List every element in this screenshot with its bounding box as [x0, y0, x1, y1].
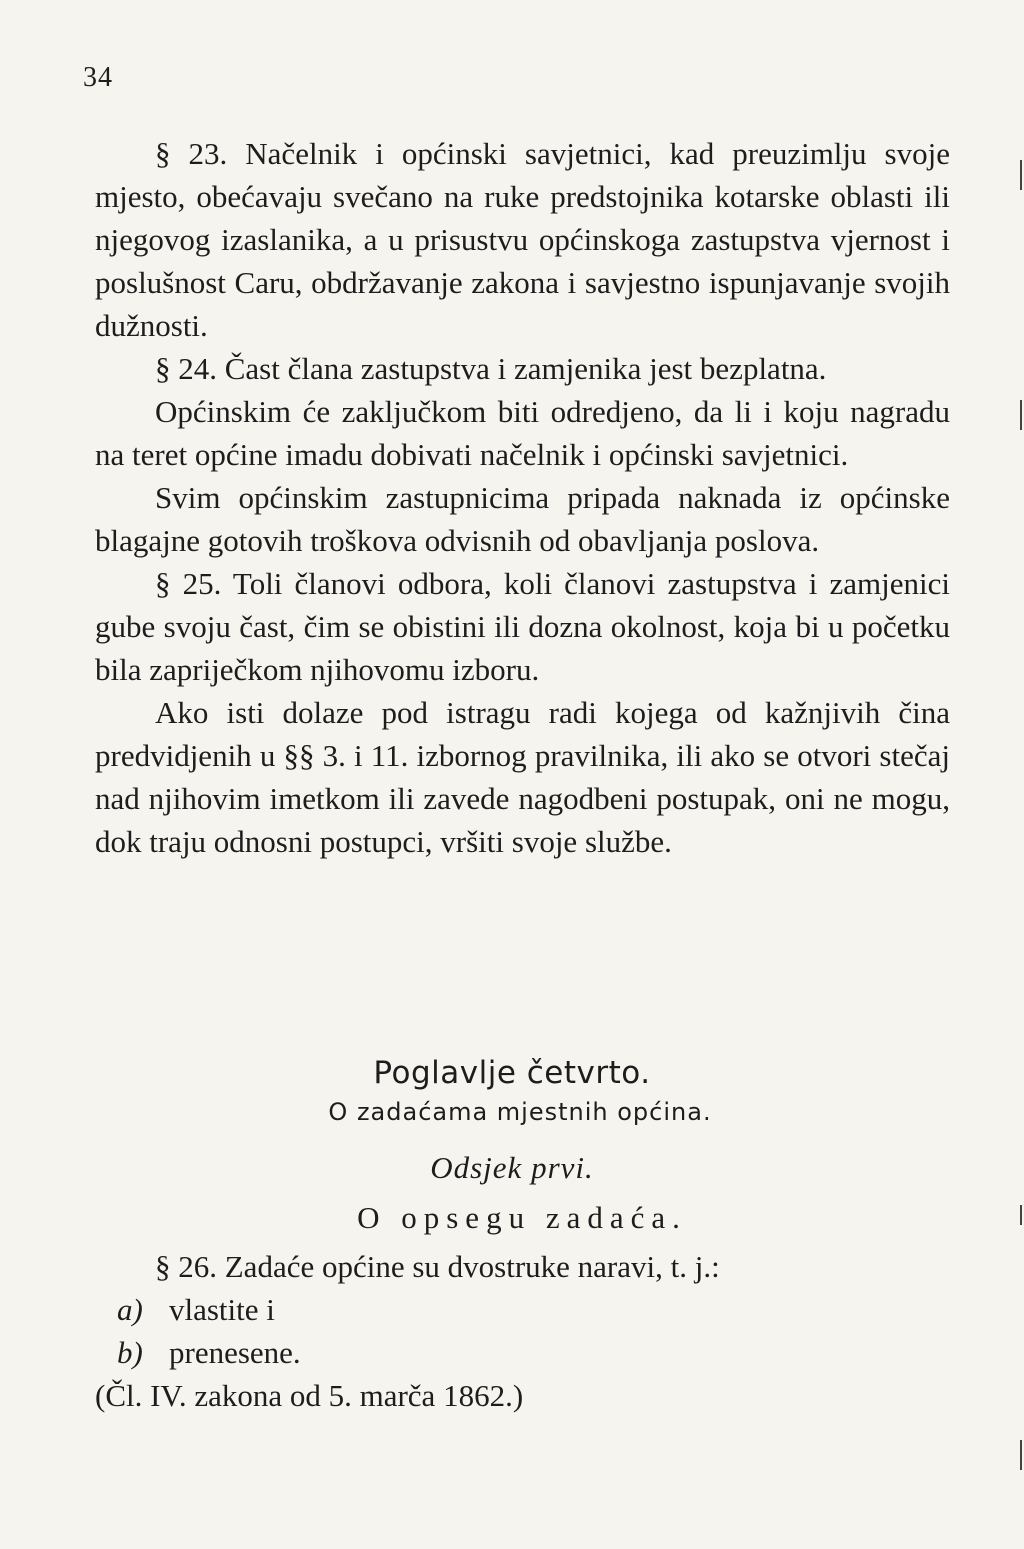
page-edge-mark	[1020, 1205, 1022, 1225]
body-text	[95, 132, 950, 863]
list-item-text: prenesene.	[169, 1335, 301, 1370]
list-item-text: vlastite i	[169, 1292, 275, 1327]
section-title: O opsegu zadaća.	[357, 1200, 687, 1235]
list-item-b	[95, 1331, 950, 1374]
paragraph-compensation: Svim općinskim zastupnicima pripada naknada iz općinske blagajne gotovih troškova odvisnih od obavljanja poslova.	[95, 480, 950, 558]
chapter-title: Poglavlje četvrto.	[373, 1055, 651, 1091]
list-marker: b)	[117, 1335, 143, 1370]
paragraph-remuneration: Općinskim će zaključkom biti odredjeno, da li i koju nagradu na teret općine imadu dobivati načelnik i općinski savjetnici.	[95, 394, 950, 472]
chapter-subtitle: O zadaćama mjestnih općina.	[328, 1098, 712, 1126]
section-26-intro: § 26. Zadaće općine su dvostruke naravi, t. j.:	[155, 1249, 720, 1284]
law-reference: (Čl. IV. zakona od 5. marča 1862.)	[95, 1378, 524, 1413]
page-number: 34	[83, 62, 113, 93]
paragraph-suspension: Ako isti dolaze pod istragu radi kojega od kažnjivih čina predvidjenih u §§ 3. i 11. izbornog pravilnika, ili ako se otvori stečaj nad njihovim imetkom ili zavede nagodbeni postupak, oni ne mogu, dok traju odnosni postupci, vršiti svoje službe.	[95, 695, 950, 859]
paragraph-section-25: § 25. Toli članovi odbora, koli članovi zastupstva i zamjenici gube svoju čast, čim se obistini ili dozna okolnost, koja bi u početku bila zapriječkom njihovomu izboru.	[95, 566, 950, 687]
paragraph-section-24: § 24. Čast člana zastupstva i zamjenika jest bezplatna.	[155, 351, 827, 386]
page-edge-mark	[1020, 400, 1022, 430]
paragraph-section-23: § 23. Načelnik i općinski savjetnici, kad preuzimlju svoje mjesto, obećavaju svečano na ruke predstojnika kotarske oblasti ili njegovog izaslanika, a u prisustvu općinskoga zastupstva vjernost i poslušnost Caru, obdržavanje zakona i savjestno ispunjavanje svojih dužnosti.	[95, 136, 950, 343]
page-edge-mark	[1020, 160, 1022, 190]
list-marker: a)	[117, 1292, 143, 1327]
section-26-block	[95, 1245, 950, 1417]
page-edge-mark	[1020, 1440, 1022, 1470]
section-label: Odsjek prvi.	[430, 1150, 594, 1185]
list-item-a	[95, 1288, 950, 1331]
